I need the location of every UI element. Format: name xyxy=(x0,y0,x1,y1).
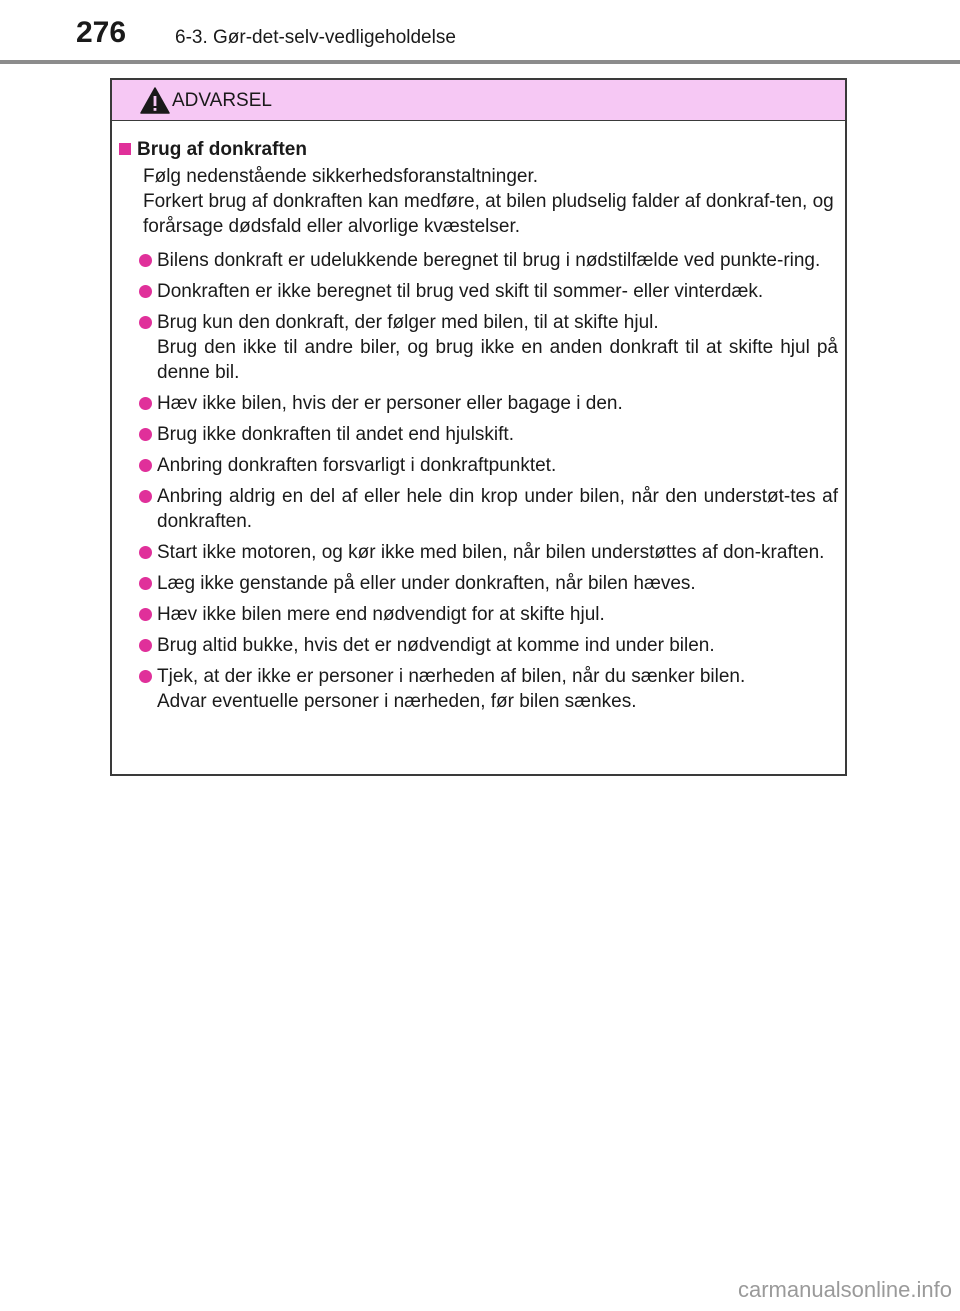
list-item: Anbring aldrig en del af eller hele din krop under bilen, når den understøt-tes af donkraften. xyxy=(119,484,838,534)
list-item: Start ikke motoren, og kør ikke med bilen, når bilen understøttes af don-kraften. xyxy=(119,540,838,565)
intro-text xyxy=(119,164,838,239)
bullet-list xyxy=(119,248,838,714)
section-title: 6-3. Gør-det-selv-vedligeholdelse xyxy=(175,27,456,48)
bullet-dot-icon xyxy=(139,316,152,329)
bullet-dot-icon xyxy=(139,397,152,410)
bullet-dot-icon xyxy=(139,490,152,503)
page-header xyxy=(0,0,960,64)
list-item: Hæv ikke bilen mere end nødvendigt for at skifte hjul. xyxy=(119,602,838,627)
warning-box xyxy=(110,78,847,776)
bullet-dot-icon xyxy=(139,285,152,298)
bullet-dot-icon xyxy=(139,577,152,590)
intro-line-1: Følg nedenstående sikkerhedsforanstaltninger. xyxy=(143,166,539,187)
list-item: Tjek, at der ikke er personer i nærheden af bilen, når du sænker bilen. Advar eventuelle personer i nærheden, før bilen sænkes. xyxy=(119,664,838,714)
bullet-dot-icon xyxy=(139,254,152,267)
list-item: Læg ikke genstande på eller under donkraften, når bilen hæves. xyxy=(119,571,838,596)
header-divider xyxy=(0,60,960,64)
list-item: Brug altid bukke, hvis det er nødvendigt at komme ind under bilen. xyxy=(119,633,838,658)
bullet-dot-icon xyxy=(139,428,152,441)
list-item: Hæv ikke bilen, hvis der er personer eller bagage i den. xyxy=(119,391,838,416)
warning-body xyxy=(112,121,845,714)
warning-triangle-icon xyxy=(140,87,170,114)
watermark: carmanualsonline.info xyxy=(737,1277,952,1302)
bullet-dot-icon xyxy=(139,459,152,472)
list-item: Anbring donkraften forsvarligt i donkraftpunktet. xyxy=(119,453,838,478)
bullet-dot-icon xyxy=(139,639,152,652)
warning-header xyxy=(112,80,845,121)
bullet-dot-icon xyxy=(139,608,152,621)
subsection-heading xyxy=(119,137,838,162)
list-item: Bilens donkraft er udelukkende beregnet til brug i nødstilfælde ved punkte-ring. xyxy=(119,248,838,273)
warning-title: ADVARSEL xyxy=(172,90,272,111)
square-bullet-icon xyxy=(119,143,131,155)
list-item: Donkraften er ikke beregnet til brug ved skift til sommer- eller vinterdæk. xyxy=(119,279,838,304)
list-item: Brug ikke donkraften til andet end hjulskift. xyxy=(119,422,838,447)
bullet-dot-icon xyxy=(139,670,152,683)
list-item: Brug kun den donkraft, der følger med bilen, til at skifte hjul. Brug den ikke til andre biler, og brug ikke en anden donkraft til at skifte hjul på denne bil. xyxy=(119,310,838,385)
intro-line-2: Forkert brug af donkraften kan medføre, at bilen pludselig falder af donkraf-ten, og forårsage dødsfald eller alvorlige kvæstelser. xyxy=(143,191,834,237)
page-number: 276 xyxy=(76,16,127,49)
bullet-dot-icon xyxy=(139,546,152,559)
subsection-title: Brug af donkraften xyxy=(137,139,307,160)
